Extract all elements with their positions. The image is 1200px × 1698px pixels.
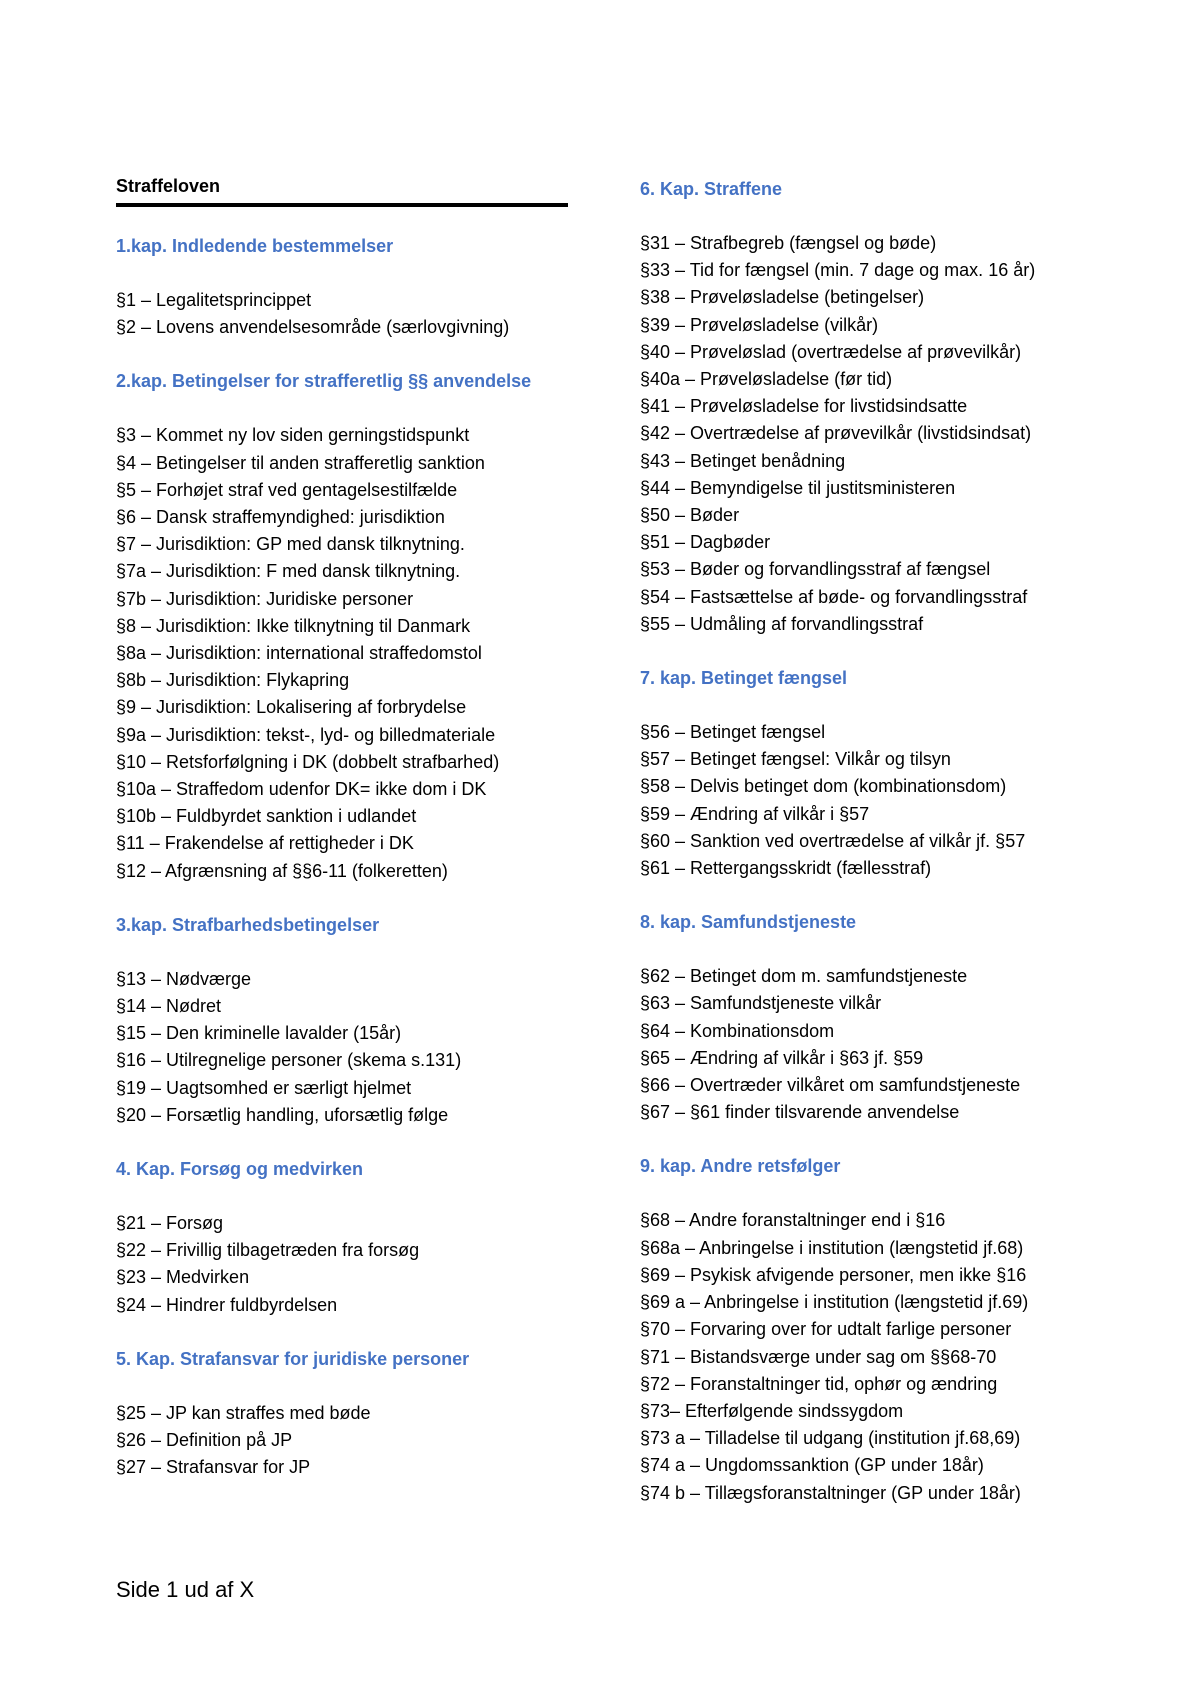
section-item: §21 – Forsøg [116,1213,224,1234]
section-item: §12 – Afgrænsning af §§6-11 (folkeretten) [116,860,448,881]
chapter-heading: 1.kap. Indledende bestemmelser [116,236,394,256]
section-item: §66 – Overtræder vilkåret om samfundstjeneste [640,1075,1021,1096]
section-item: §55 – Udmåling af forvandlingsstraf [640,613,924,634]
section-item: §58 – Delvis betinget dom (kombinationsdom) [640,776,1007,797]
section-item: §15 – Den kriminelle lavalder (15år) [116,1023,402,1044]
section-item: §74 a – Ungdomssanktion (GP under 18år) [640,1455,984,1476]
section-item: §54 – Fastsættelse af bøde- og forvandlingsstraf [640,586,1028,607]
document-title: Straffeloven [116,176,221,196]
section-item: §44 – Bemyndigelse til justitsministeren [640,477,956,498]
section-item: §1 – Legalitetsprincippet [116,290,312,310]
section-item: §7 – Jurisdiktion: GP med dansk tilknytning. [116,534,465,555]
section-item: §60 – Sanktion ved overtrædelse af vilkår jf. §57 [640,830,1026,851]
section-item: §43 – Betinget benådning [640,450,846,471]
chapter-heading: 3.kap. Strafbarhedsbetingelser [116,914,380,935]
section-list [640,719,1100,882]
section-item: §72 – Foranstaltninger tid, ophør og ændring [640,1373,998,1394]
section-item: §4 – Betingelser til anden strafferetlig sanktion [116,452,485,473]
section-item: §20 – Forsætlig handling, uforsætlig følge [116,1104,449,1125]
section-item: §8 – Jurisdiktion: Ikke tilknytning til Danmark [116,615,471,636]
section-item: §9a – Jurisdiktion: tekst-, lyd- og billedmateriale [116,724,496,745]
section-item: §10a – Straffedom udenfor DK= ikke dom i DK [116,779,487,800]
section-item: §64 – Kombinationsdom [640,1020,835,1041]
section-item: §2 – Lovens anvendelsesområde (særlovgivning) [116,317,510,338]
chapter-heading: 2.kap. Betingelser for strafferetlig §§ anvendelse [116,371,532,392]
section-item: §50 – Bøder [640,505,740,526]
section-item: §9 – Jurisdiktion: Lokalisering af forbrydelse [116,697,467,718]
section-item: §22 – Frivillig tilbagetræden fra forsøg [116,1240,420,1261]
right-column [640,176,1100,1534]
page-footer: Side 1 ud af X [116,1577,255,1602]
section-item: §65 – Ændring af vilkår i §63 jf. §59 [640,1047,924,1068]
section-item: §10b – Fuldbyrdet sanktion i udlandet [116,806,417,827]
section-item: §16 – Utilregnelige personer (skema s.131) [116,1050,462,1071]
section-item: §40a – Prøveløsladelse (før tid) [640,369,893,390]
chapter-heading: 6. Kap. Straffene [640,179,783,199]
section-item: §11 – Frakendelse af rettigheder i DK [116,833,414,854]
chapter-5 [116,1346,568,1482]
section-item: §69 a – Anbringelse i institution (længstetid jf.69) [640,1292,1029,1313]
section-item: §25 – JP kan straffes med bøde [116,1402,371,1423]
section-item: §24 – Hindrer fuldbyrdelsen [116,1294,338,1315]
section-item: §41 – Prøveløsladelse for livstidsindsatte [640,396,968,417]
section-item: §40 – Prøveløslad (overtrædelse af prøvevilkår) [640,341,1022,362]
section-list [116,1400,568,1482]
section-list [116,422,568,884]
section-item: §8b – Jurisdiktion: Flykapring [116,670,350,691]
section-item: §57 – Betinget fængsel: Vilkår og tilsyn [640,749,951,770]
section-item: §69 – Psykisk afvigende personer, men ikke §16 [640,1264,1027,1285]
section-item: §68 – Andre foranstaltninger end i §16 [640,1210,946,1231]
section-list [116,287,568,341]
section-item: §59 – Ændring af vilkår i §57 [640,803,870,824]
section-item: §8a – Jurisdiktion: international straffedomstol [116,643,482,664]
chapter-9 [640,1153,1100,1506]
section-item: §5 – Forhøjet straf ved gentagelsestilfælde [116,479,458,500]
section-item: §7a – Jurisdiktion: F med dansk tilknytning. [116,561,461,582]
section-list [640,230,1100,638]
chapter-heading: 7. kap. Betinget fængsel [640,668,848,689]
section-list [640,1207,1100,1506]
section-item: §31 – Strafbegreb (fængsel og bøde) [640,233,937,253]
section-item: §27 – Strafansvar for JP [116,1457,311,1478]
section-item: §33 – Tid for fængsel (min. 7 dage og max. 16 år) [640,260,1036,281]
chapter-7 [640,665,1100,882]
section-item: §63 – Samfundstjeneste vilkår [640,993,882,1014]
section-item: §73– Efterfølgende sindssygdom [640,1400,904,1421]
section-item: §51 – Dagbøder [640,532,771,553]
chapter-1 [116,233,568,341]
chapter-heading: 4. Kap. Forsøg og medvirken [116,1159,364,1180]
chapter-6 [640,176,1100,638]
section-item: §7b – Jurisdiktion: Juridiske personer [116,588,414,609]
chapter-8 [640,909,1100,1126]
left-column [116,176,568,1509]
section-item: §13 – Nødværge [116,968,252,989]
section-item: §19 – Uagtsomhed er særligt hjelmet [116,1077,412,1098]
section-item: §56 – Betinget fængsel [640,722,826,743]
chapter-heading: 8. kap. Samfundstjeneste [640,912,857,933]
section-item: §39 – Prøveløsladelse (vilkår) [640,314,879,335]
section-item: §71 – Bistandsværge under sag om §§68-70 [640,1346,997,1367]
section-item: §26 – Definition på JP [116,1430,293,1451]
section-item: §10 – Retsforfølgning i DK (dobbelt strafbarhed) [116,751,500,772]
section-item: §23 – Medvirken [116,1267,250,1288]
section-item: §14 – Nødret [116,996,222,1017]
section-item: §53 – Bøder og forvandlingsstraf af fængsel [640,559,991,580]
section-item: §68a – Anbringelse i institution (længstetid jf.68) [640,1237,1024,1258]
section-item: §6 – Dansk straffemyndighed: jurisdiktion [116,507,445,528]
section-item: §74 b – Tillægsforanstaltninger (GP under 18år) [640,1482,1021,1503]
chapter-3 [116,912,568,1129]
chapter-2 [116,368,568,884]
section-item: §70 – Forvaring over for udtalt farlige personer [640,1319,1012,1340]
section-item: §62 – Betinget dom m. samfundstjeneste [640,966,968,987]
section-list [116,1210,568,1319]
section-list [116,966,568,1129]
section-item: §42 – Overtrædelse af prøvevilkår (livstidsindsat) [640,423,1032,444]
section-item: §3 – Kommet ny lov siden gerningstidspunkt [116,425,470,446]
section-item: §61 – Rettergangsskridt (fællesstraf) [640,858,932,879]
chapter-4 [116,1156,568,1319]
section-item: §73 a – Tilladelse til udgang (institution jf.68,69) [640,1428,1021,1449]
section-list [640,963,1100,1126]
section-item: §38 – Prøveløsladelse (betingelser) [640,287,925,308]
section-item: §67 – §61 finder tilsvarende anvendelse [640,1102,960,1123]
chapter-heading: 5. Kap. Strafansvar for juridiske personer [116,1348,470,1369]
chapter-heading: 9. kap. Andre retsfølger [640,1156,841,1177]
title-underline [116,203,568,207]
